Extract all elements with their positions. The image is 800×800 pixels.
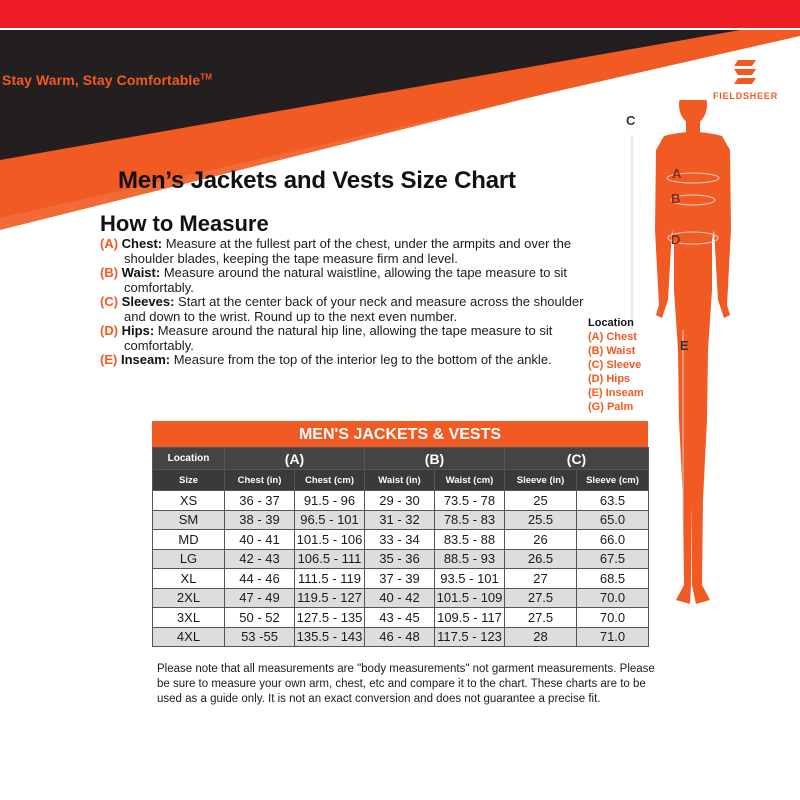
table-cell: 46 - 48 xyxy=(365,627,435,647)
table-cell: 40 - 42 xyxy=(365,588,435,608)
column-header: Chest (cm) xyxy=(295,470,365,491)
table-cell: 70.0 xyxy=(577,608,649,628)
table-cell: 109.5 - 117 xyxy=(435,608,505,628)
table-cell: 47 - 49 xyxy=(225,588,295,608)
figure-label-c: C xyxy=(626,113,636,128)
figure-label-b: B xyxy=(671,191,681,206)
legend-item: (G) Palm xyxy=(588,401,634,413)
table-cell: 25 xyxy=(505,491,577,511)
column-header: Sleeve (in) xyxy=(505,470,577,491)
legend-heading: Location xyxy=(588,317,634,329)
how-to-heading: How to Measure xyxy=(100,211,269,236)
disclaimer-note: Please note that all measurements are "body measurements" not garment measurements. Please be sure to measure your own arm, chest, etc and compare it to the chart. These charts are to be used as a guide only. It is not an exact conversion and does not guarantee a precise fit. xyxy=(157,663,655,705)
table-cell: 4XL xyxy=(153,627,225,647)
how-to-item: (D) Hips: Measure around the natural hip line, allowing the tape measure to sit comfortably. xyxy=(100,323,553,353)
table-cell: SM xyxy=(153,510,225,530)
figure-label-e: E xyxy=(680,338,689,353)
table-cell: 65.0 xyxy=(577,510,649,530)
table-cell: 127.5 - 135 xyxy=(295,608,365,628)
how-to-item: (A) Chest: Measure at the fullest part of the chest, under the armpits and over the shoulder blades, keeping the tape measure firm and level. xyxy=(100,236,572,266)
how-to-item: (B) Waist: Measure around the natural waistline, allowing the tape measure to sit comfortably. xyxy=(100,265,568,295)
table-cell: 35 - 36 xyxy=(365,549,435,569)
column-header: Waist (cm) xyxy=(435,470,505,491)
table-cell: 40 - 41 xyxy=(225,530,295,550)
column-header: Size xyxy=(153,470,225,491)
table-cell: 70.0 xyxy=(577,588,649,608)
figure-label-a: A xyxy=(672,166,682,181)
size-table xyxy=(152,421,648,647)
table-cell: 2XL xyxy=(153,588,225,608)
table-cell: 71.0 xyxy=(577,627,649,647)
table-title: MEN'S JACKETS & VESTS xyxy=(152,421,648,447)
legend-item: (B) Waist xyxy=(588,345,636,357)
group-header-c: (C) xyxy=(505,448,649,470)
group-header-a: (A) xyxy=(225,448,365,470)
table-cell: 50 - 52 xyxy=(225,608,295,628)
how-to-item: (E) Inseam: Measure from the top of the interior leg to the bottom of the ankle. xyxy=(100,352,552,367)
table-cell: 36 - 37 xyxy=(225,491,295,511)
table-cell: 101.5 - 106 xyxy=(295,530,365,550)
table-row xyxy=(153,588,649,608)
table-cell: 3XL xyxy=(153,608,225,628)
legend-item: (D) Hips xyxy=(588,373,631,385)
table-cell: 37 - 39 xyxy=(365,569,435,589)
tagline: Stay Warm, Stay Comfortable™ xyxy=(2,72,212,88)
table-cell: 31 - 32 xyxy=(365,510,435,530)
table-cell: 78.5 - 83 xyxy=(435,510,505,530)
table-cell: 101.5 - 109 xyxy=(435,588,505,608)
table-row xyxy=(153,549,649,569)
table-cell: 33 - 34 xyxy=(365,530,435,550)
column-header: Sleeve (cm) xyxy=(577,470,649,491)
table-row xyxy=(153,530,649,550)
table-cell: 96.5 - 101 xyxy=(295,510,365,530)
table-cell: 91.5 - 96 xyxy=(295,491,365,511)
legend-item: (C) Sleeve xyxy=(588,359,642,371)
column-header: Chest (in) xyxy=(225,470,295,491)
table-cell: 25.5 xyxy=(505,510,577,530)
table-cell: XL xyxy=(153,569,225,589)
figure-label-d: D xyxy=(671,232,681,247)
table-cell: 111.5 - 119 xyxy=(295,569,365,589)
table-cell: 29 - 30 xyxy=(365,491,435,511)
table-row xyxy=(153,510,649,530)
table-cell: 68.5 xyxy=(577,569,649,589)
table-cell: 44 - 46 xyxy=(225,569,295,589)
table-cell: 119.5 - 127 xyxy=(295,588,365,608)
legend-item: (E) Inseam xyxy=(588,387,644,399)
table-cell: 93.5 - 101 xyxy=(435,569,505,589)
table-cell: 27.5 xyxy=(505,588,577,608)
table-cell: 27.5 xyxy=(505,608,577,628)
table-cell: MD xyxy=(153,530,225,550)
location-header: Location xyxy=(153,448,225,470)
table-row xyxy=(153,491,649,511)
table-cell: 26 xyxy=(505,530,577,550)
legend-item: (A) Chest xyxy=(588,331,637,343)
table-cell: 53 -55 xyxy=(225,627,295,647)
table-cell: 67.5 xyxy=(577,549,649,569)
table-cell: 42 - 43 xyxy=(225,549,295,569)
table-cell: XS xyxy=(153,491,225,511)
table-cell: 88.5 - 93 xyxy=(435,549,505,569)
table-cell: 117.5 - 123 xyxy=(435,627,505,647)
table-cell: 83.5 - 88 xyxy=(435,530,505,550)
table-cell: 106.5 - 111 xyxy=(295,549,365,569)
table-cell: 135.5 - 143 xyxy=(295,627,365,647)
table-row xyxy=(153,627,649,647)
group-header-b: (B) xyxy=(365,448,505,470)
table-cell: 38 - 39 xyxy=(225,510,295,530)
page-title: Men’s Jackets and Vests Size Chart xyxy=(118,167,516,194)
brand-name: FIELDSHEER xyxy=(713,91,779,101)
table-cell: 27 xyxy=(505,569,577,589)
table-cell: 63.5 xyxy=(577,491,649,511)
table-row xyxy=(153,569,649,589)
table-row xyxy=(153,608,649,628)
how-to-item: (C) Sleeves: Start at the center back of your neck and measure across the shoulder and down to the wrist. Round up to the next even number. xyxy=(100,294,584,324)
column-header: Waist (in) xyxy=(365,470,435,491)
table-cell: 26.5 xyxy=(505,549,577,569)
table-cell: 43 - 45 xyxy=(365,608,435,628)
table-cell: 73.5 - 78 xyxy=(435,491,505,511)
location-legend xyxy=(588,316,644,414)
table-cell: 66.0 xyxy=(577,530,649,550)
table-cell: LG xyxy=(153,549,225,569)
how-to-list xyxy=(100,237,585,368)
table-cell: 28 xyxy=(505,627,577,647)
table-body xyxy=(153,491,649,647)
